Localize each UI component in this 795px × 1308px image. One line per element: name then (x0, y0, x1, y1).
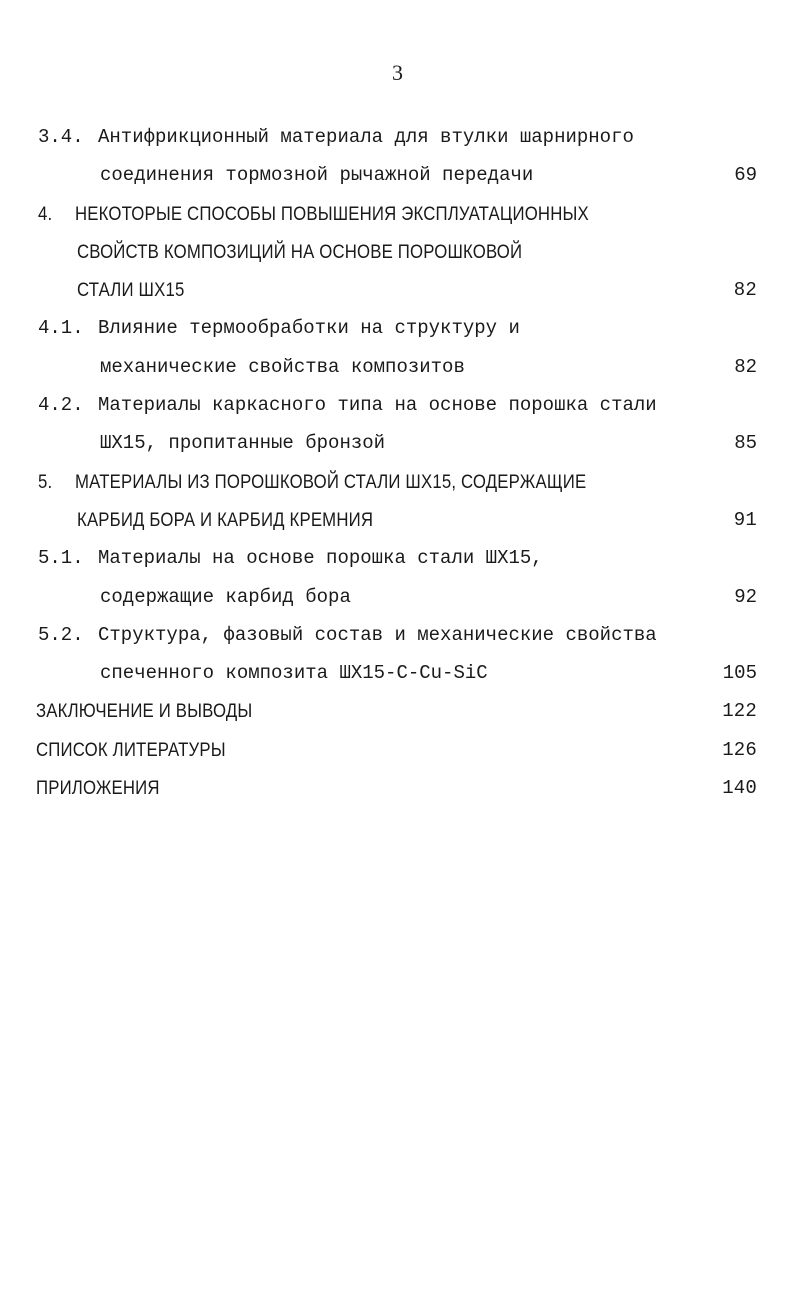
toc-entry-title: ШХ15, пропитанные бронзой (100, 432, 386, 455)
toc-page-number: 85 (734, 432, 757, 455)
toc-line (0, 539, 795, 577)
toc-entry-number: 3.4. (38, 126, 84, 148)
toc-entry-title: СПИСОК ЛИТЕРАТУРЫ (36, 738, 226, 761)
toc-entry (0, 118, 795, 195)
toc-entry-number: 5.2. (38, 623, 84, 646)
toc-entry (0, 309, 795, 386)
toc-line (0, 692, 795, 730)
toc-line (0, 309, 795, 347)
toc-entry-title: Материалы каркасного типа на основе порошка стали (98, 394, 657, 417)
toc-line (0, 271, 795, 309)
toc-entry-title: НЕКОТОРЫЕ СПОСОБЫ ПОВЫШЕНИЯ ЭКСПЛУАТАЦИОННЫХ (75, 202, 589, 225)
toc-entry (0, 539, 795, 616)
toc-entry-title: Влияние термообработки на структуру и (98, 317, 520, 340)
toc-entry-number: 4.2. (38, 394, 84, 417)
toc-line (0, 769, 795, 807)
toc-page-number: 69 (734, 164, 757, 187)
toc-line (0, 233, 795, 271)
toc-entry-title: МАТЕРИАЛЫ ИЗ ПОРОШКОВОЙ СТАЛИ ШХ15, СОДЕРЖАЩИЕ (75, 470, 587, 493)
toc-entry (0, 692, 795, 730)
toc-entry-title: Структура, фазовый состав и механические свойства (98, 623, 657, 646)
toc-entry (0, 769, 795, 807)
toc-line (0, 578, 795, 616)
toc-line (0, 731, 795, 769)
toc-line (0, 654, 795, 692)
toc-entry-title: спеченного композита ШХ15-С-Cu-SiC (100, 662, 488, 685)
toc-entry (0, 616, 795, 693)
toc-line (0, 463, 795, 501)
toc-page-number: 122 (722, 700, 757, 723)
toc-entry (0, 195, 795, 310)
toc-entry-title: Антифрикционный материала для втулки шарнирного (98, 126, 634, 148)
toc-entry-title: СВОЙСТВ КОМПОЗИЦИЙ НА ОСНОВЕ ПОРОШКОВОЙ (77, 240, 523, 263)
toc-entry-title: механические свойства композитов (100, 355, 465, 378)
toc-entry (0, 731, 795, 769)
toc-page-number: 82 (734, 355, 757, 378)
toc-line (0, 501, 795, 539)
toc-line (0, 386, 795, 424)
toc-entry-title: соединения тормозной рычажной передачи (100, 164, 534, 187)
toc-entry-title: КАРБИД БОРА И КАРБИД КРЕМНИЯ (77, 508, 374, 531)
page-number: 3 (392, 60, 403, 85)
toc-entry-title: содержащие карбид бора (100, 585, 351, 608)
toc-entry-title: ЗАКЛЮЧЕНИЕ И ВЫВОДЫ (36, 700, 253, 723)
toc-line (0, 424, 795, 462)
toc-entry (0, 386, 795, 463)
toc-page-number: 91 (733, 508, 757, 531)
toc-entry-number: 5. (38, 470, 53, 493)
toc-entry-title: Материалы на основе порошка стали ШХ15, (98, 547, 543, 570)
toc-page-number: 92 (734, 585, 757, 608)
toc-entry (0, 463, 795, 540)
toc-page-number: 105 (722, 662, 757, 685)
toc-page-number: 126 (722, 738, 757, 761)
toc-entry-number: 4. (38, 202, 53, 225)
toc-entry-number: 4.1. (38, 317, 84, 340)
toc-line (0, 616, 795, 654)
toc-line (0, 118, 795, 156)
toc-page-number: 140 (722, 777, 757, 800)
toc-line (0, 195, 795, 233)
table-of-contents (0, 118, 795, 807)
toc-entry-number: 5.1. (38, 547, 84, 570)
toc-line (0, 156, 795, 194)
toc-entry-title: ПРИЛОЖЕНИЯ (36, 777, 160, 800)
toc-line (0, 348, 795, 386)
toc-page-number: 82 (733, 279, 757, 302)
toc-entry-title: СТАЛИ ШХ15 (77, 279, 185, 302)
